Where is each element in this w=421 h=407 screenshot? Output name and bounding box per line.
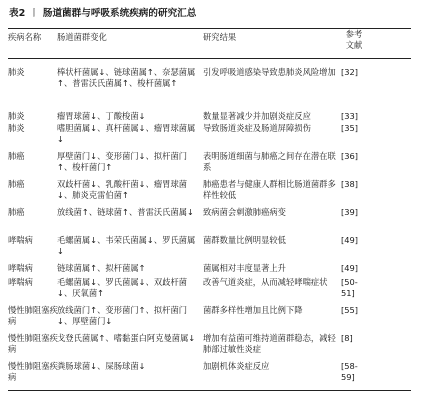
changes-cell: 瘤胃球菌↓、丁酸梭菌↓ — [57, 111, 146, 121]
disease-cell: 哮喘病 — [8, 263, 33, 273]
changes-cell: 链球菌属↑、拟杆菌属↑ — [57, 263, 146, 273]
header-disease: 疾病名称 — [8, 32, 42, 42]
changes-cell: 嗜胆菌属↓、真杆菌属↓、瘤胃球菌属↓ — [57, 123, 196, 144]
reference-cell: [36] — [341, 151, 359, 161]
result-cell: 改善气道炎症，从而减轻哮喘症状 — [203, 277, 328, 287]
reference-cell: [8] — [341, 333, 353, 343]
header-reference — [341, 29, 367, 51]
result-cell: 引发呼吸道感染导致患肺炎风险增加 — [203, 67, 336, 77]
result-cell: 导致肠道炎症及肠道屏障损伤 — [203, 123, 311, 133]
result-cell: 增加有益菌可维持道菌群稳态，减轻肺部过敏性炎症 — [203, 333, 336, 354]
reference-cell: [39] — [341, 207, 359, 217]
reference-cell: [32] — [341, 67, 359, 77]
disease-cell: 肺癌 — [8, 151, 25, 161]
table-label: 表2 — [9, 8, 26, 19]
reference-cell: [49] — [341, 235, 359, 245]
changes-cell: 双歧杆菌↓、乳酸杆菌↓、瘤胃球菌↓、肺炎克雷伯菌↑ — [57, 179, 188, 200]
result-cell: 菌属相对丰度显著上升 — [203, 263, 286, 273]
changes-cell: 放线菌↑、链球菌↑、普雷沃氏菌属↓ — [57, 207, 195, 217]
changes-cell: 戈登氏菌属↑、嗜黏蛋白阿克曼菌属↓ — [57, 333, 196, 343]
result-cell: 肺癌患者与健康人群相比肠道菌群多样性较低 — [203, 179, 336, 200]
reference-cell: [50-51] — [341, 277, 358, 298]
disease-cell: 哮喘病 — [8, 277, 33, 287]
header-changes: 肠道菌群变化 — [57, 32, 107, 42]
reference-cell: [55] — [341, 305, 359, 315]
table-caption — [9, 5, 196, 19]
disease-cell: 肺炎 — [8, 123, 25, 133]
changes-cell: 毛螺菌属↓、韦荣氏菌属↓、罗氏菌属↓ — [57, 235, 196, 256]
caption-separator: 丨 — [29, 8, 39, 19]
changes-cell: 厚壁菌门↓、变形菌门↓、拟杆菌门↑、梭杆菌门↑ — [57, 151, 188, 172]
disease-cell: 哮喘病 — [8, 235, 33, 245]
disease-cell: 慢性肺阻塞疾病 — [8, 305, 58, 326]
reference-cell: [49] — [341, 263, 359, 273]
changes-cell: 棒状杆菌属↓、链球菌属↑、奈瑟菌属↑、普雷沃氏菌属↑、梭杆菌属↑ — [57, 67, 196, 88]
header-results: 研究结果 — [203, 32, 237, 42]
disease-cell: 肺癌 — [8, 207, 25, 217]
disease-cell: 肺炎 — [8, 111, 25, 121]
disease-cell: 慢性肺阻塞疾病 — [8, 361, 58, 382]
changes-cell: 粪肠球菌↓、屎肠球菌↓ — [57, 361, 146, 371]
result-cell: 加剧机体炎症反应 — [203, 361, 270, 371]
result-cell: 菌群多样性增加且比例下降 — [203, 305, 303, 315]
changes-cell: 放线菌门↑、变形菌门↑、拟杆菌门↓、厚壁菌门↓ — [57, 305, 188, 326]
header-rule — [8, 58, 411, 59]
result-cell: 数量显著减少并加剧炎症反应 — [203, 111, 311, 121]
bottom-rule — [8, 390, 411, 391]
result-cell: 致病菌会刺激肺癌病变 — [203, 207, 286, 217]
reference-cell: [35] — [341, 123, 359, 133]
result-cell: 菌群数量比例明显较低 — [203, 235, 286, 245]
disease-cell: 慢性肺阻塞疾病 — [8, 333, 58, 354]
header-reference-line1: 参考 — [345, 29, 363, 39]
disease-cell: 肺炎 — [8, 67, 25, 77]
header-reference-line2: 文献 — [345, 39, 363, 50]
result-cell: 表明肠道细菌与肺癌之间存在潜在联系 — [203, 151, 336, 172]
reference-cell: [33] — [341, 111, 359, 121]
reference-cell: [38] — [341, 179, 359, 189]
table-title: 肠道菌群与呼吸系统疾病的研究汇总 — [42, 8, 197, 19]
disease-cell: 肺癌 — [8, 179, 25, 189]
reference-cell: [58-59] — [341, 361, 358, 382]
changes-cell: 毛螺菌属↓、罗氏菌属↓、双歧杆菌↓、厌氧菌↑ — [57, 277, 188, 298]
